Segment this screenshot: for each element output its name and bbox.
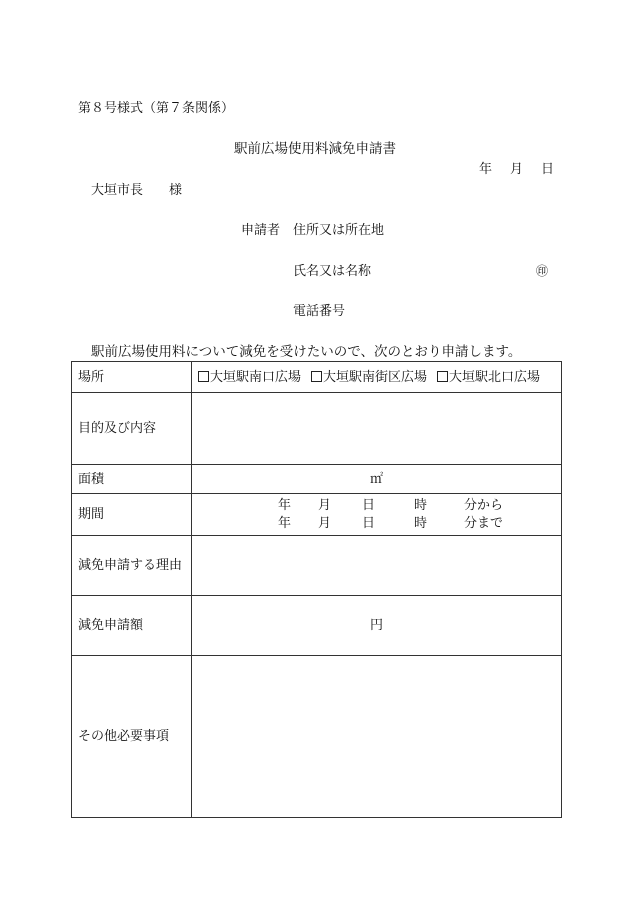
area-row <box>72 465 562 494</box>
location-option-south-block[interactable]: 大垣駅南街区広場 <box>311 370 427 385</box>
area-label: 面積 <box>72 465 192 494</box>
purpose-row <box>72 393 562 465</box>
application-table <box>71 361 562 818</box>
area-unit: ㎡ <box>369 471 383 487</box>
address-label: 住所又は所在地 <box>293 223 385 238</box>
period-field[interactable] <box>192 494 562 536</box>
applicant-label: 申請者 <box>241 223 281 238</box>
period-from-month: 月 <box>318 498 332 513</box>
period-to-minute: 分まで <box>464 516 504 531</box>
date-line <box>479 163 554 176</box>
other-row <box>72 656 562 818</box>
checkbox-south-block[interactable] <box>311 371 322 382</box>
period-from-day: 日 <box>362 498 376 513</box>
seal-icon: ㊞ <box>536 264 549 278</box>
reason-field[interactable] <box>192 536 562 596</box>
period-to-month: 月 <box>318 516 332 531</box>
name-label: 氏名又は名称 <box>293 264 372 279</box>
checkbox-north[interactable] <box>437 371 448 382</box>
location-row <box>72 362 562 393</box>
location-options <box>192 362 562 393</box>
location-label: 場所 <box>72 362 192 393</box>
form-reference: 第８号様式（第７条関係） <box>78 101 235 116</box>
other-label: その他必要事項 <box>72 656 192 818</box>
purpose-label: 目的及び内容 <box>72 393 192 465</box>
intro-text: 駅前広場使用料について減免を受けたいので、次のとおり申請します。 <box>91 344 522 360</box>
location-option-north[interactable]: 大垣駅北口広場 <box>437 370 540 385</box>
period-label: 期間 <box>72 494 192 536</box>
date-month-label: 月 <box>509 162 523 177</box>
location-option-south[interactable]: 大垣駅南口広場 <box>198 370 301 385</box>
checkbox-south[interactable] <box>198 371 209 382</box>
period-to-year: 年 <box>278 516 292 531</box>
phone-label: 電話番号 <box>293 304 346 319</box>
period-to-day: 日 <box>362 516 376 531</box>
period-from-year: 年 <box>278 498 292 513</box>
period-row <box>72 494 562 536</box>
period-from-hour: 時 <box>414 498 428 513</box>
period-from-minute: 分から <box>464 498 504 513</box>
other-field[interactable] <box>192 656 562 818</box>
addressee: 大垣市長 様 <box>91 183 183 198</box>
area-field[interactable] <box>192 465 562 494</box>
amount-field[interactable] <box>192 596 562 656</box>
date-day-label: 日 <box>540 162 554 177</box>
reason-label: 減免申請する理由 <box>72 536 192 596</box>
period-to-hour: 時 <box>414 516 428 531</box>
amount-row <box>72 596 562 656</box>
amount-unit: 円 <box>369 618 383 633</box>
date-year-label: 年 <box>478 162 492 177</box>
amount-label: 減免申請額 <box>72 596 192 656</box>
purpose-field[interactable] <box>192 393 562 465</box>
document-title: 駅前広場使用料減免申請書 <box>234 141 396 157</box>
reason-row <box>72 536 562 596</box>
